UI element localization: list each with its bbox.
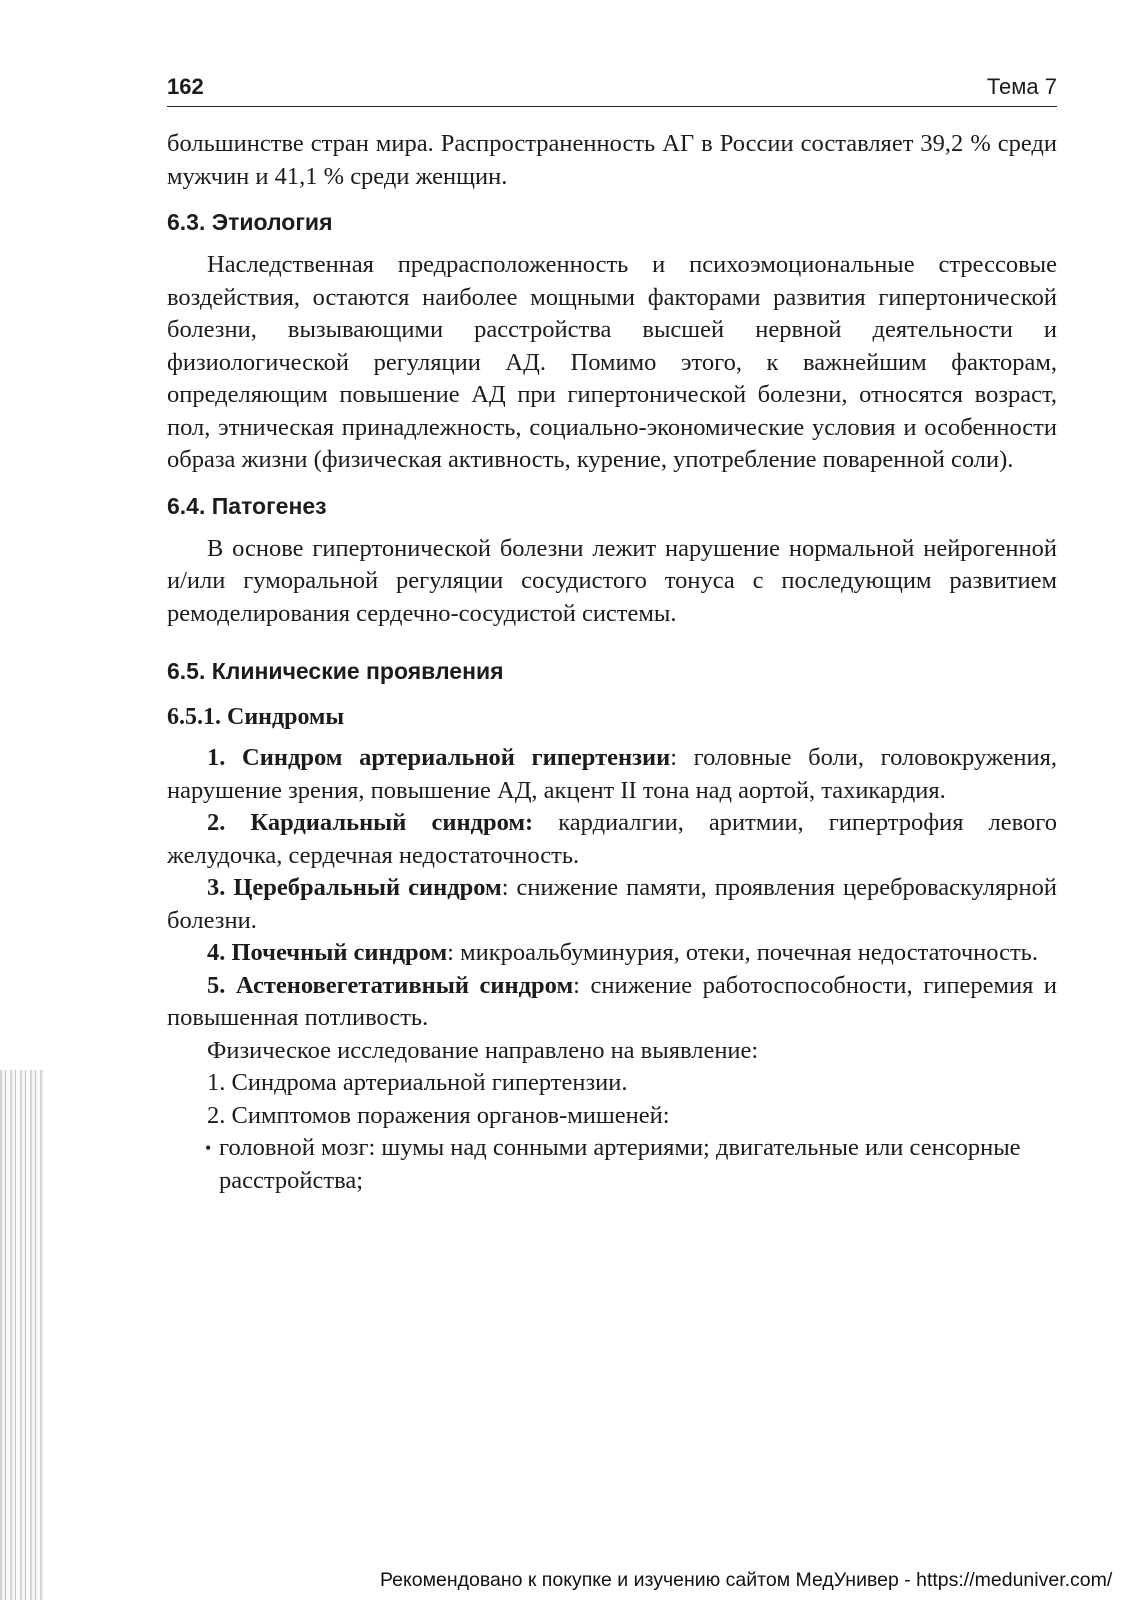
- syndrome-item: [167, 937, 1057, 970]
- syndrome-item: [167, 807, 1057, 872]
- section-heading-pathogenesis: 6.4. Патогенез: [167, 492, 327, 519]
- syndrome-item: [167, 742, 1057, 807]
- running-head: [167, 74, 1057, 107]
- syndrome-description: микроальбуминурия, отеки, почечная недостаточность.: [453, 939, 1038, 966]
- exam-item: 1. Синдрома артериальной гипертензии.: [207, 1069, 628, 1096]
- syndrome-item: [167, 872, 1057, 937]
- pathogenesis-paragraph: В основе гипертонической болезни лежит нарушение нормальной нейрогенной и/или гуморальной регуляции сосудистого тонуса с последующим развитием ремоделирования сердечно-сосудистой системы.: [167, 534, 1057, 627]
- syndrome-separator: :: [501, 874, 509, 901]
- syndrome-term: 4. Почечный синдром: [207, 939, 448, 966]
- syndrome-description: снижение работоспособности, гиперемия и повышенная потливость.: [167, 971, 1057, 1031]
- body-text: [167, 128, 1057, 1197]
- section-heading-clinical: 6.5. Клинические проявления: [167, 658, 504, 684]
- syndrome-term: 2. Кардиальный синдром:: [207, 809, 534, 836]
- footer-recommendation: Рекомендовано к покупке и изучению сайтом МедУнивер - https://meduniver.com/: [380, 1569, 1113, 1591]
- scan-binding-edge: [0, 1070, 44, 1600]
- syndrome-description: кардиалгии, аритмии, гипертрофия левого желудочка, сердечная недостаточность.: [167, 809, 1057, 869]
- chapter-label: Тема 7: [986, 74, 1057, 99]
- syndrome-separator: :: [447, 939, 454, 966]
- section-heading-etiology: 6.3. Этиология: [167, 209, 333, 235]
- bullet-text: головной мозг: шумы над сонными артериями; двигательные или сенсорные расстройства;: [219, 1134, 1021, 1194]
- subsection-heading-syndromes: 6.5.1. Синдромы: [167, 704, 345, 730]
- bullet-item: [167, 1132, 1057, 1197]
- syndrome-term: 5. Астеновегетативный синдром: [207, 971, 574, 999]
- syndrome-description: головные боли, головокружения, нарушение зрения, повышение АД, акцент II тона над аортой, тахикардия.: [167, 744, 1057, 804]
- syndrome-term: 3. Церебральный синдром: [207, 874, 502, 901]
- exam-intro: Физическое исследование направлено на выявление:: [207, 1036, 759, 1064]
- syndrome-term: 1. Синдром артериальной гипертензии: [207, 744, 671, 771]
- exam-item: 2. Симптомов поражения органов-мишеней:: [207, 1101, 670, 1129]
- etiology-paragraph: Наследственная предрасположенность и психоэмоциональные стрессовые воздействия, остаются наиболее мощными факторами развития гипертонической болезни, вызывающими расстройства высшей нервной деятельности и физиологической регуляции АД. Помимо этого, к важнейшим факторам, определяющим повышение АД при гипертонической болезни, относятся возраст, пол, этническая принадлежность, социально-экономические условия и особенности образа жизни (физическая активность, курение, употребление поваренной соли).: [167, 251, 1057, 473]
- syndrome-separator: :: [670, 744, 678, 771]
- syndrome-separator: :: [573, 971, 580, 999]
- page-number: 162: [167, 74, 204, 99]
- syndrome-item: [167, 970, 1057, 1035]
- syndrome-description: снижение памяти, проявления цереброваскулярной болезни.: [167, 874, 1057, 934]
- intro-paragraph: большинстве стран мира. Распространенность АГ в России составляет 39,2 % среди мужчин и 41,1 % среди женщин.: [167, 130, 1057, 190]
- bullet-dot-icon: •: [205, 1138, 212, 1158]
